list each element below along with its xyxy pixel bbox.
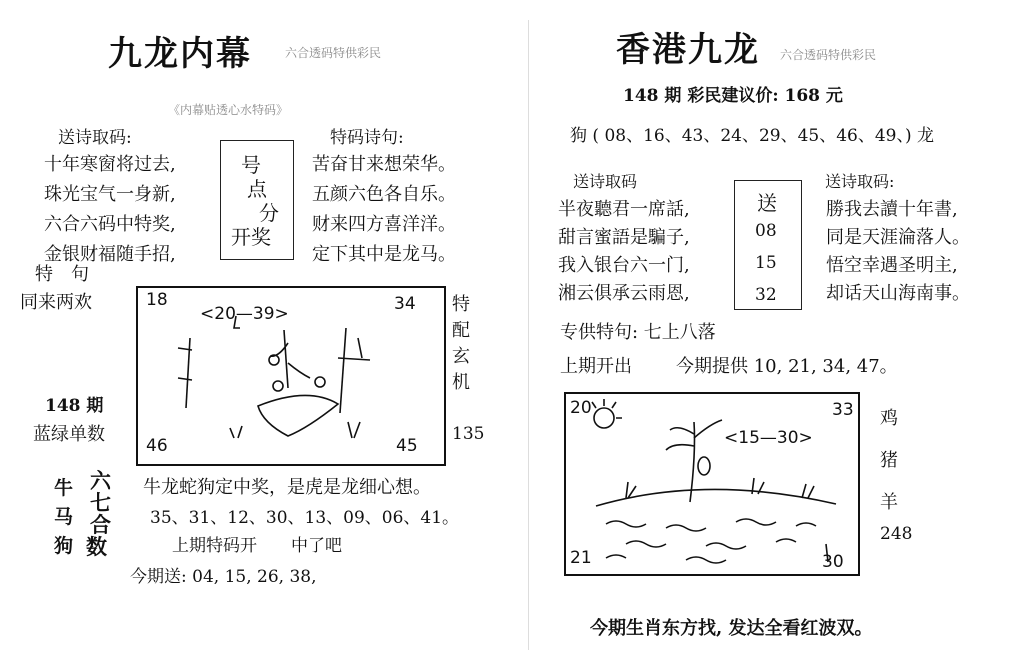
pic-number-tl: 20 (570, 398, 592, 418)
poem-line: 甜言蜜語是騙子, (558, 227, 690, 248)
left-title-sub: 六合透码特供彩民 (285, 46, 382, 60)
zodiac-big-char: 六 (90, 468, 111, 493)
right-title: 香港九龙 (616, 30, 760, 70)
zodiac-char: 牛 (54, 477, 74, 499)
pic-range-text: 20—39 (214, 304, 275, 324)
pic-number-br: 45 (396, 436, 418, 456)
pic-number-tr: 33 (832, 400, 854, 420)
poem-line: 财来四方喜洋洋。 (312, 214, 456, 235)
pic-number-bl: 21 (570, 548, 592, 568)
side-char: 鸡 (880, 408, 898, 429)
zodiac-char: 马 (54, 506, 74, 528)
right-picture-drawing (566, 394, 858, 574)
left-poem-right (312, 150, 456, 270)
right-special: 专供特句: 七上八落 (560, 322, 716, 343)
poem-line: 珠光宝气一身新, (44, 184, 176, 205)
zodiac-col (54, 474, 73, 561)
center-box-number: 08 (755, 221, 777, 241)
side-char: 羊 (880, 492, 898, 513)
left-poem-left (44, 150, 176, 270)
center-box-char: 开奖 (231, 225, 271, 249)
poem-line: 我入银台六一门, (558, 255, 690, 276)
center-box-char: 分 (259, 201, 279, 225)
panel-divider (528, 20, 529, 650)
right-poem-left (558, 196, 690, 308)
right-this-provide: 今期提供 10, 21, 34, 47。 (676, 356, 898, 377)
pic-number-bl: 46 (146, 436, 168, 456)
right-center-box (734, 180, 802, 310)
left-this-issue: 今期送: 04, 15, 26, 38, (130, 567, 317, 587)
left-poem-head-right: 特码诗句: (330, 128, 404, 148)
side-char: 特 (452, 294, 470, 315)
right-footer: 今期生肖东方找, 发达全看红波双。 (590, 618, 873, 639)
zodiac-big-char: 数 (86, 534, 107, 559)
right-issue-line: 148 期 彩民建议价: 168 元 (623, 86, 843, 106)
right-picture (564, 392, 860, 576)
left-title: 九龙内幕 (108, 34, 252, 74)
left-issue: 148 期 (45, 396, 104, 416)
left-line2: 35、31、12、30、13、09、06、41。 (150, 508, 460, 528)
poem-line: 却话天山海南事。 (826, 283, 970, 304)
left-subheading: 《内幕贴透心水特码》 (168, 103, 289, 117)
left-center-box (220, 140, 294, 260)
pic-range-text: 15—30 (738, 428, 799, 448)
poem-line: 十年寒窗将过去, (44, 154, 176, 175)
zodiac-big-char: 合 (90, 512, 111, 537)
center-box-char: 送 (757, 191, 777, 215)
zodiac-big-char: 七 (90, 490, 111, 515)
left-side-vertical (452, 292, 470, 396)
pic-number-tl: 18 (146, 290, 168, 310)
side-char: 猪 (880, 450, 898, 471)
poem-line: 五颜六色各自乐。 (312, 184, 456, 205)
left-line1: 牛龙蛇狗定中奖，是虎是龙细心想。 (143, 477, 431, 498)
poem-line: 湘云俱承云雨恩, (558, 283, 690, 304)
teju-text: 同来两欢 (20, 292, 92, 313)
left-poem-head-left: 送诗取码: (58, 128, 132, 148)
right-poem-head-right: 送诗取码: (825, 172, 895, 191)
poem-line: 苦奋甘来想荣华。 (312, 154, 456, 175)
poem-line: 同是天涯淪落人。 (826, 227, 970, 248)
center-box-char: 号 (241, 153, 261, 177)
right-side-number: 248 (880, 524, 913, 544)
poem-line: 六合六码中特奖, (44, 214, 176, 235)
pic-number-br: 30 (822, 552, 844, 572)
pic-range: <15—30> (724, 428, 813, 448)
poem-line: 悟空幸遇圣明主, (826, 255, 958, 276)
zodiac-char: 狗 (54, 535, 74, 557)
left-issue-desc: 蓝绿单数 (33, 424, 105, 445)
left-picture (136, 286, 446, 466)
right-last-open: 上期开出 (560, 356, 632, 377)
poem-line: 金银财福随手招, (44, 244, 176, 265)
right-poem-head-left: 送诗取码 (573, 172, 638, 191)
zodiac-big (82, 470, 111, 558)
side-char: 机 (452, 372, 470, 393)
center-box-number: 15 (755, 253, 777, 273)
left-last-issue: 上期特码开 中了吧 (172, 536, 342, 556)
right-title-sub: 六合透码特供彩民 (780, 48, 877, 62)
right-dog-line: 狗 ( 08、16、43、24、29、45、46、49、) 龙 (570, 126, 935, 146)
center-box-number: 32 (755, 285, 777, 305)
left-side-number: 135 (452, 424, 485, 444)
poem-line: 定下其中是龙马。 (312, 244, 456, 265)
poem-line: 半夜聽君一席話, (558, 199, 690, 220)
center-box-char: 点 (247, 177, 267, 201)
right-poem-right (826, 196, 970, 308)
right-side-vertical (880, 398, 898, 524)
side-char: 配 (452, 320, 470, 341)
side-char: 玄 (452, 346, 470, 367)
pic-number-tr: 34 (394, 294, 416, 314)
poem-line: 勝我去讀十年書, (826, 199, 958, 220)
pic-range: <20—39> (200, 304, 289, 324)
teju-label: 特 句 (35, 264, 89, 285)
